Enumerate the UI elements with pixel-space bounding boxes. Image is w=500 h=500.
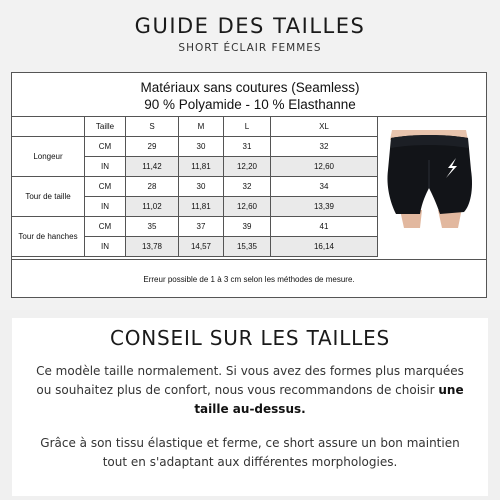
table-header-cell: XL [271, 117, 378, 137]
page-subtitle: SHORT ÉCLAIR FEMMES [178, 42, 322, 54]
unit-cell: CM [85, 137, 126, 157]
materials-line-1: Matériaux sans coutures (Seamless) [140, 80, 360, 95]
table-cell: 35 [126, 217, 179, 237]
row-label-waist: Tour de taille [12, 177, 85, 217]
table-cell: 15,35 [224, 237, 271, 257]
table-cell: 39 [224, 217, 271, 237]
unit-cell: IN [85, 197, 126, 217]
table-header-row [12, 117, 378, 137]
materials-line-2: 90 % Polyamide - 10 % Elasthanne [144, 97, 356, 112]
table-header-cell: S [126, 117, 179, 137]
table-cell: 30 [179, 177, 224, 197]
product-photo [382, 130, 476, 228]
table-cell: 12,60 [224, 197, 271, 217]
table-cell: 14,57 [179, 237, 224, 257]
table-header-cell: M [179, 117, 224, 137]
table-cell: 16,14 [271, 237, 378, 257]
table-cell: 12,20 [224, 157, 271, 177]
table-cell: 41 [271, 217, 378, 237]
table-cell: 11,81 [179, 197, 224, 217]
table-cell: 34 [271, 177, 378, 197]
size-advice-card [12, 318, 488, 496]
shorts-image [382, 130, 476, 228]
table-cell: 13,39 [271, 197, 378, 217]
table-cell: 28 [126, 177, 179, 197]
table-cell: 29 [126, 137, 179, 157]
divider [12, 259, 486, 260]
table-header-cell: L [224, 117, 271, 137]
table-cell: 30 [179, 137, 224, 157]
table-cell: 32 [224, 177, 271, 197]
unit-cell: CM [85, 177, 126, 197]
table-row [12, 177, 378, 197]
table-cell: 11,42 [126, 157, 179, 177]
table-cell: 37 [179, 217, 224, 237]
advice-paragraph-2: Grâce à son tissu élastique et ferme, ce short assure un bon maintien tout en s'adaptant aux différentes morphologies. [40, 436, 460, 469]
unit-cell: IN [85, 157, 126, 177]
advice-text: Ce modèle taille normalement. Si vous avez des formes plus marquées ou souhaitez plus de confort, nous vous recommandons de choisir [36, 364, 464, 397]
advice-title: CONSEIL SUR LES TAILLES [109, 326, 391, 350]
table-corner-cell [12, 117, 85, 137]
shorts-shape [387, 135, 472, 214]
size-table [12, 117, 378, 257]
materials-info [12, 79, 488, 113]
table-cell: 31 [224, 137, 271, 157]
measurement-note: Erreur possible de 1 à 3 cm selon les méthodes de mesure. [143, 275, 355, 284]
table-cell: 11,02 [126, 197, 179, 217]
advice-paragraph-1 [30, 362, 470, 419]
table-header-cell: Taille [85, 117, 126, 137]
page-title: GUIDE DES TAILLES [134, 14, 366, 38]
table-cell: 12,60 [271, 157, 378, 177]
unit-cell: IN [85, 237, 126, 257]
table-row [12, 137, 378, 157]
unit-cell: CM [85, 217, 126, 237]
row-label-hips: Tour de hanches [12, 217, 85, 257]
table-cell: 32 [271, 137, 378, 157]
row-label-length: Longeur [12, 137, 85, 177]
table-cell: 11,81 [179, 157, 224, 177]
table-row [12, 217, 378, 237]
advice-emphasis: une taille au-dessus. [194, 383, 464, 416]
table-cell: 13,78 [126, 237, 179, 257]
